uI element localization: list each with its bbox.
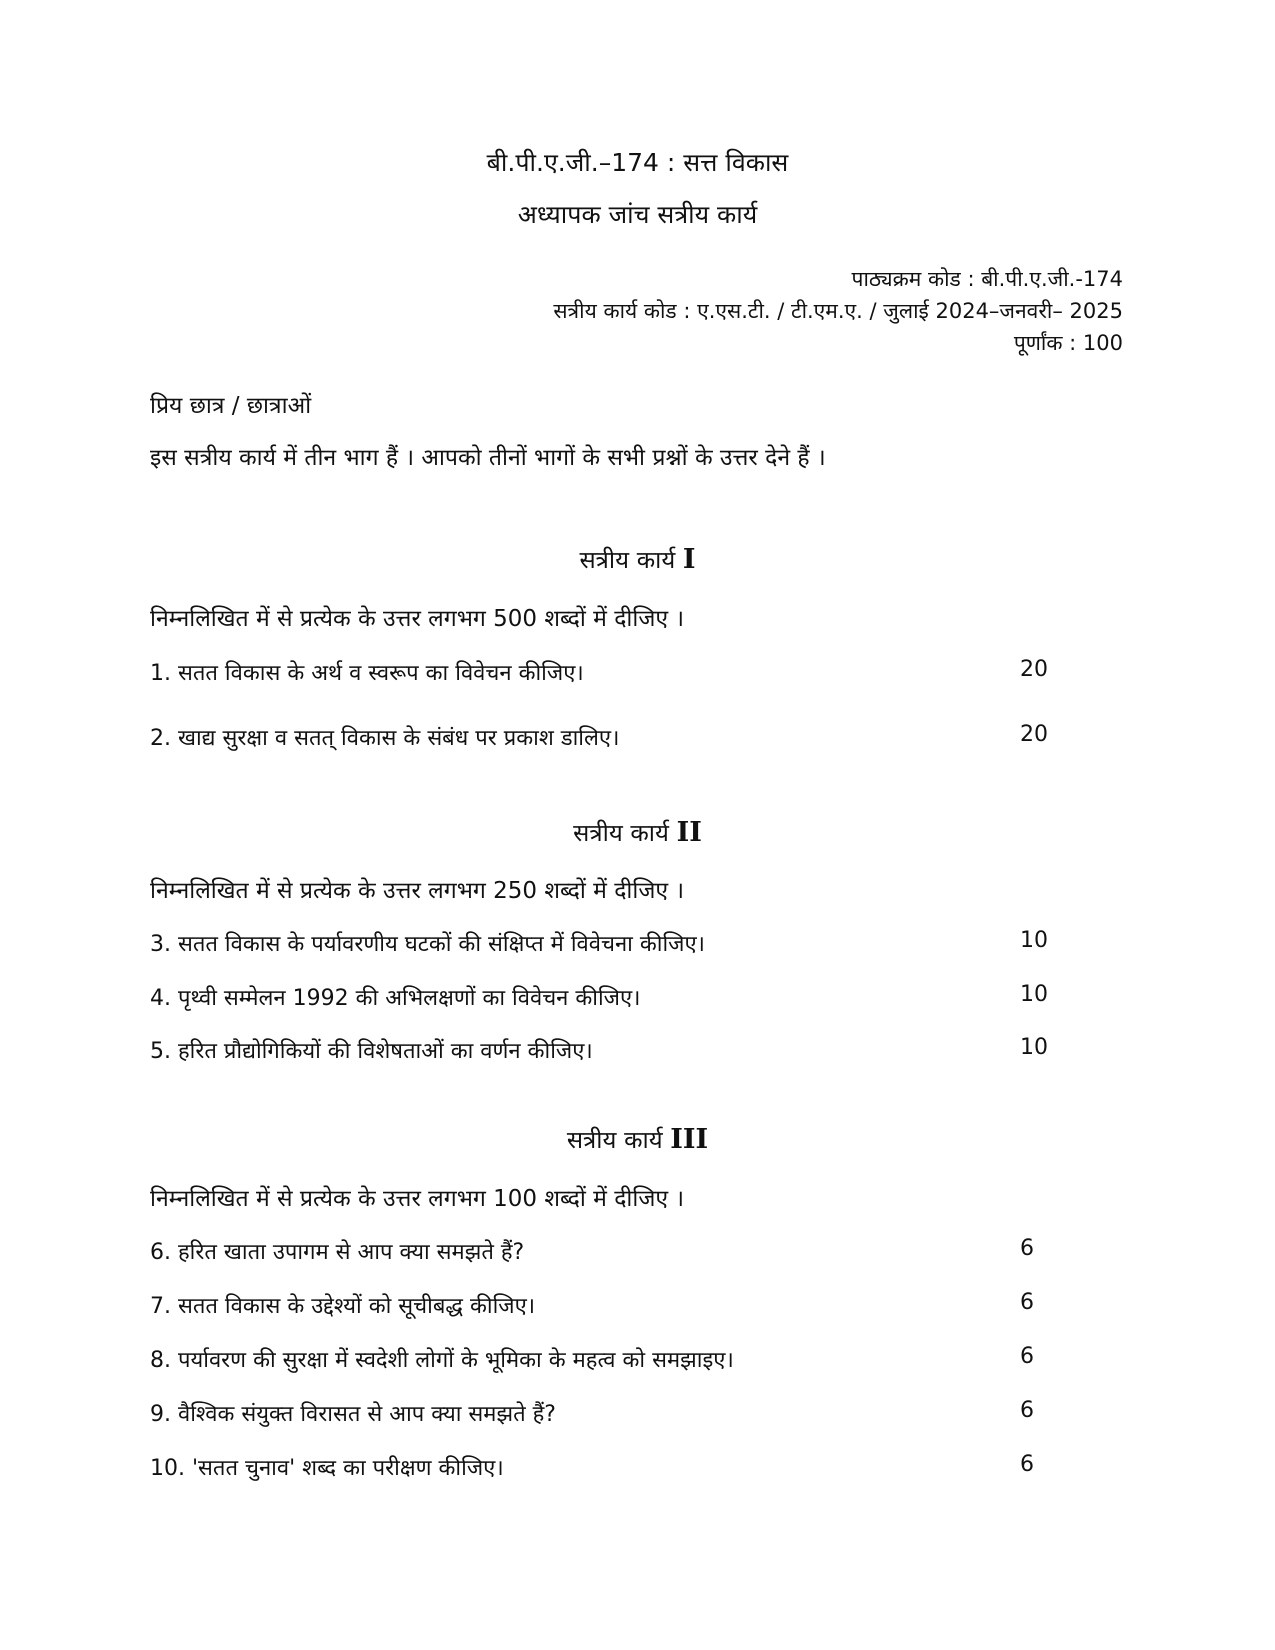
- question-10: 10. 'सतत चुनाव' शब्द का परीक्षण कीजिए।: [150, 1456, 504, 1481]
- question-3: 3. सतत विकास के पर्यावरणीय घटकों की संक्षिप्त में विवेचना कीजिए।: [150, 932, 705, 957]
- assignment-code: सत्रीय कार्य कोड : ए.एस.टी. / टी.एम.ए. / जुलाई 2024–जनवरी– 2025: [553, 299, 1123, 323]
- section-instruction-3: निम्नलिखित में से प्रत्येक के उत्तर लगभग 100 शब्दों में दीजिए ।: [150, 1186, 685, 1212]
- section-heading-2: [0, 816, 1275, 849]
- section-heading-label: सत्रीय कार्य: [579, 546, 676, 574]
- section-numeral: II: [676, 817, 702, 848]
- question-4: 4. पृथ्वी सम्मेलन 1992 की अभिलक्षणों का विवेचन कीजिए।: [150, 986, 641, 1011]
- question-1-marks: 20: [1020, 657, 1048, 682]
- section-numeral: III: [670, 1124, 709, 1155]
- general-instruction: इस सत्रीय कार्य में तीन भाग हैं । आपको तीनों भागों के सभी प्रश्नों के उत्तर देने हैं ।: [150, 445, 826, 471]
- max-marks: पूर्णांक : 100: [1013, 331, 1123, 355]
- question-5: 5. हरित प्रौद्योगिकियों की विशेषताओं का वर्णन कीजिए।: [150, 1039, 593, 1064]
- salutation: प्रिय छात्र / छात्राओं: [150, 393, 312, 419]
- question-3-marks: 10: [1020, 928, 1048, 953]
- section-heading-3: [0, 1123, 1275, 1156]
- question-6: 6. हरित खाता उपागम से आप क्या समझते हैं?: [150, 1240, 525, 1265]
- question-8: 8. पर्यावरण की सुरक्षा में स्वदेशी लोगों के भूमिका के महत्व को समझाइए।: [150, 1348, 734, 1373]
- question-7-marks: 6: [1020, 1290, 1034, 1315]
- question-9: 9. वैश्विक संयुक्त विरासत से आप क्या समझते हैं?: [150, 1402, 556, 1427]
- section-instruction-1: निम्नलिखित में से प्रत्येक के उत्तर लगभग 500 शब्दों में दीजिए ।: [150, 606, 685, 632]
- course-code: पाठ्यक्रम कोड : बी.पी.ए.जी.-174: [851, 267, 1123, 291]
- question-4-marks: 10: [1020, 982, 1048, 1007]
- question-9-marks: 6: [1020, 1398, 1034, 1423]
- question-5-marks: 10: [1020, 1035, 1048, 1060]
- question-2-marks: 20: [1020, 722, 1048, 747]
- question-1: 1. सतत विकास के अर्थ व स्वरूप का विवेचन कीजिए।: [150, 661, 584, 686]
- section-numeral: I: [682, 544, 696, 575]
- question-2: 2. खाद्य सुरक्षा व सतत् विकास के संबंध पर प्रकाश डालिए।: [150, 726, 620, 751]
- question-10-marks: 6: [1020, 1452, 1034, 1477]
- question-6-marks: 6: [1020, 1236, 1034, 1261]
- section-heading-label: सत्रीय कार्य: [566, 1126, 663, 1154]
- section-instruction-2: निम्नलिखित में से प्रत्येक के उत्तर लगभग 250 शब्दों में दीजिए ।: [150, 878, 685, 904]
- course-title: बी.पी.ए.जी.–174 : सत्त विकास: [486, 148, 789, 177]
- section-heading-1: [0, 543, 1275, 576]
- question-7: 7. सतत विकास के उद्देश्यों को सूचीबद्ध कीजिए।: [150, 1294, 536, 1319]
- section-heading-label: सत्रीय कार्य: [573, 819, 669, 847]
- question-8-marks: 6: [1020, 1344, 1034, 1369]
- assignment-type-title: अध्यापक जांच सत्रीय कार्य: [517, 200, 758, 229]
